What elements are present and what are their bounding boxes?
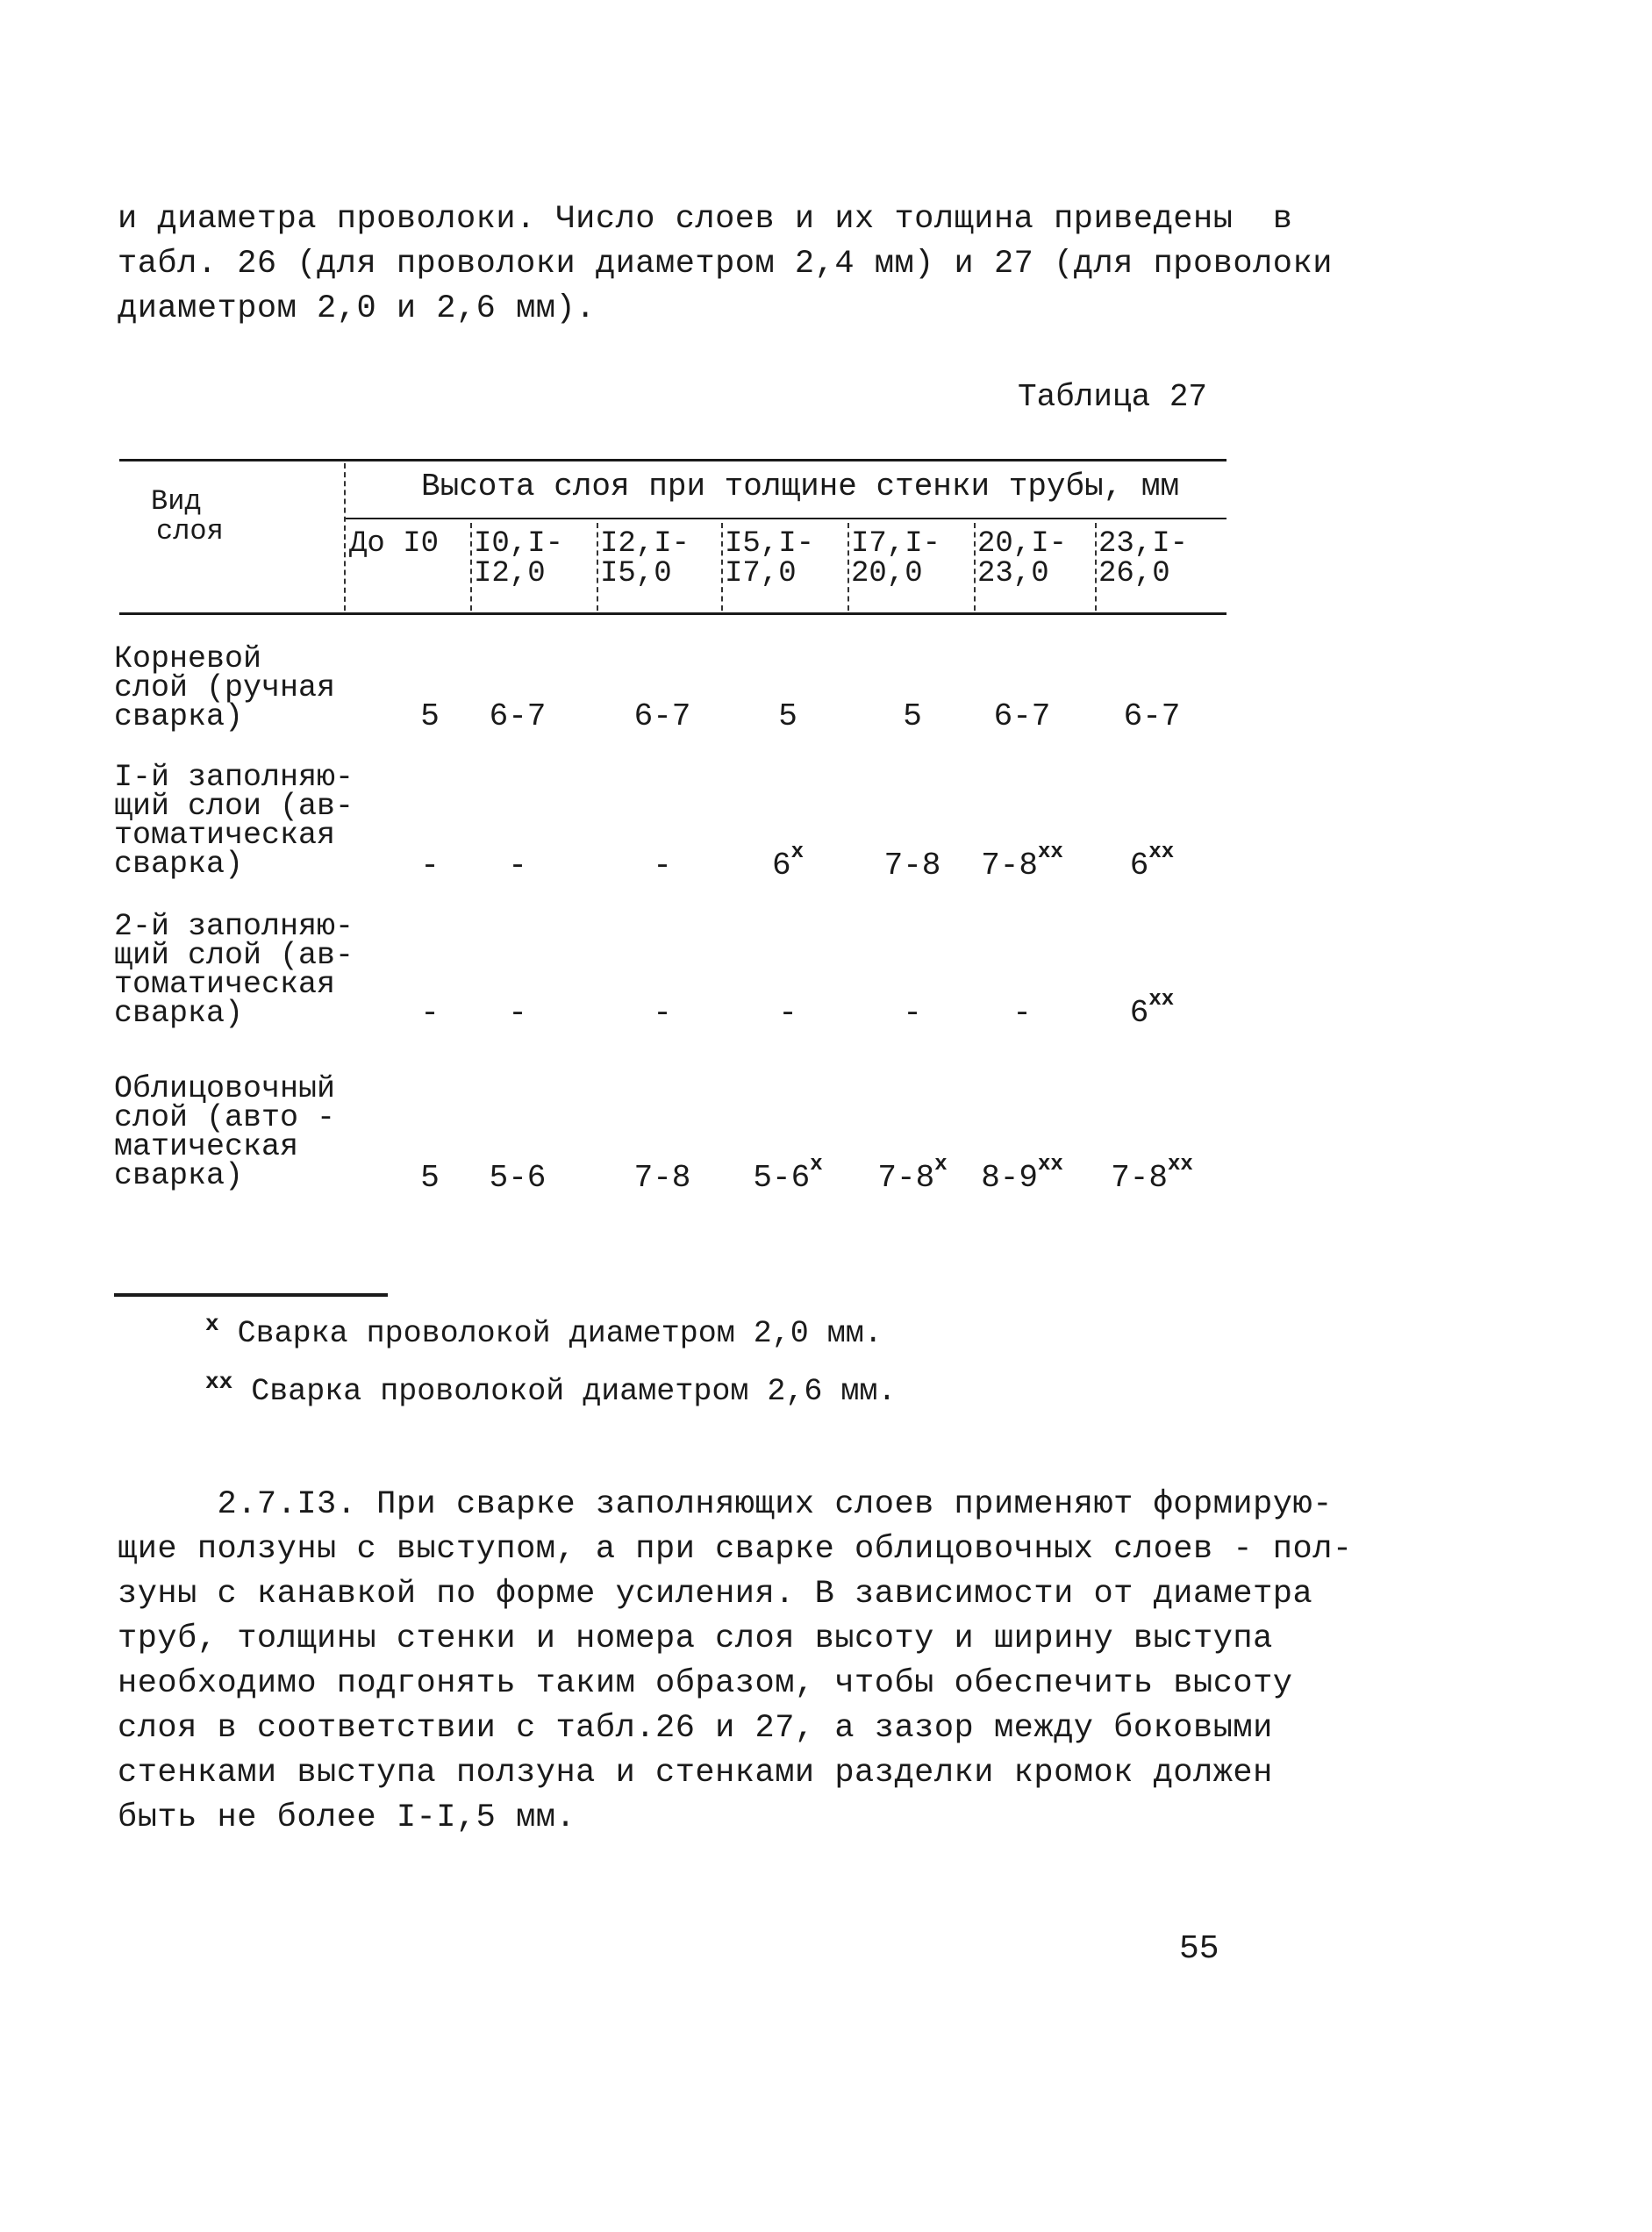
column-separator <box>597 523 598 611</box>
layer-type-label-line: щий слой (ав- <box>114 938 354 973</box>
thickness-column-header <box>1098 529 1188 589</box>
layer-height-cell <box>1091 698 1213 734</box>
footnote-text: Сварка проволокой диаметром 2,0 мм. <box>237 1316 883 1351</box>
layer-height-value: - <box>653 995 672 1031</box>
layer-type-label-line: слой (ручная <box>114 670 336 705</box>
layer-height-value: 6-7 <box>1123 698 1181 734</box>
layer-height-cell <box>601 1160 724 1196</box>
intro-paragraph <box>118 197 1333 332</box>
layer-height-cell <box>1091 988 1213 1031</box>
intro-line: диаметром 2,0 и 2,6 мм). <box>118 290 596 327</box>
layer-height-value: 6 <box>1129 848 1149 884</box>
column-separator <box>847 523 849 611</box>
layer-type-label-line: 2-й заполняю- <box>114 909 354 944</box>
column-separator <box>470 523 472 611</box>
layer-height-value: 5 <box>778 698 797 734</box>
section-line: быть не более I-I,5 мм. <box>118 1799 576 1836</box>
layer-height-cell <box>726 841 849 884</box>
column-separator <box>974 523 976 611</box>
layer-height-cell <box>851 848 974 884</box>
layer-type-label-line: сварка) <box>114 1158 244 1193</box>
footnote-mark: xx <box>1038 1153 1063 1177</box>
thickness-column-header-line: I5,I- <box>725 527 815 561</box>
layer-height-cell <box>851 1153 974 1196</box>
layer-type-label <box>114 760 377 882</box>
layer-type-label-line: матическая <box>114 1129 299 1164</box>
layer-type-header <box>151 487 256 547</box>
footnote-mark: x <box>934 1153 948 1177</box>
layer-height-value: 7-8 <box>633 1160 691 1196</box>
footnote-mark: xx <box>1038 841 1063 864</box>
layer-height-value: 7-8 <box>883 848 941 884</box>
layer-height-value: 7-8 <box>1111 1160 1168 1196</box>
thickness-column-header-line: До I0 <box>349 527 440 561</box>
layer-type-label-line: слой (авто - <box>114 1100 336 1135</box>
thickness-group-header: Высота слоя при толщине стенки трубы, мм <box>421 469 1180 504</box>
section-line: 2.7.I3. При сварке заполняющих слоев применяют формирую- <box>118 1486 1333 1523</box>
footnote-mark: xx <box>205 1369 233 1395</box>
footnote-mark: xx <box>1168 1153 1193 1177</box>
section-line: щие ползуны с выступом, а при сварке облицовочных слоев - пол- <box>118 1531 1353 1568</box>
layer-height-value: - <box>508 995 527 1031</box>
layer-height-cell <box>456 995 579 1031</box>
layer-height-cell <box>1091 1153 1213 1196</box>
section-line: слоя в соответствии с табл.26 и 27, а зазор между боковыми <box>118 1710 1273 1747</box>
footnote-text: Сварка проволокой диаметром 2,6 мм. <box>251 1374 897 1409</box>
column-separator <box>721 523 723 611</box>
layer-height-cell <box>726 698 849 734</box>
thickness-column-header-line: 23,0 <box>977 557 1049 590</box>
layer-height-value: 7-8 <box>981 848 1038 884</box>
thickness-column-header-line: I5,0 <box>600 557 672 590</box>
table-header-bottom-rule <box>119 612 1226 615</box>
layer-type-label <box>114 909 377 1031</box>
thickness-column-header <box>851 529 940 589</box>
layer-type-header-line: слоя <box>156 515 224 547</box>
layer-height-cell <box>726 995 849 1031</box>
layer-height-value: - <box>420 848 440 884</box>
layer-type-label-line: сварка) <box>114 996 244 1031</box>
footnote <box>205 1369 897 1409</box>
section-line: необходимо подгонять таким образом, чтобы обеспечить высоту <box>118 1665 1293 1702</box>
thickness-column-header <box>349 529 439 559</box>
layer-height-value: 5 <box>420 698 440 734</box>
layer-height-value: 7-8 <box>877 1160 935 1196</box>
page-number: 55 <box>1179 1930 1219 1968</box>
layer-type-label-line: томатическая <box>114 967 336 1002</box>
layer-height-value: 5 <box>420 1160 440 1196</box>
footnote-mark: x <box>205 1311 219 1337</box>
layer-height-value: 6-7 <box>489 698 547 734</box>
intro-line: табл. 26 (для проволоки диаметром 2,4 мм) и 27 (для проволоки <box>118 246 1333 283</box>
thickness-column-header-line: I7,0 <box>725 557 797 590</box>
footnote-mark: x <box>790 841 804 864</box>
table-top-rule <box>119 459 1226 461</box>
footnote-mark: xx <box>1148 988 1175 1012</box>
layer-height-cell <box>456 1160 579 1196</box>
footnote-rule <box>114 1293 388 1297</box>
layer-height-value: 6-7 <box>633 698 691 734</box>
table-header-rule <box>346 518 1226 519</box>
layer-height-cell <box>961 1153 1083 1196</box>
column-separator <box>344 463 346 611</box>
thickness-column-header-line: 26,0 <box>1098 557 1170 590</box>
section-paragraph <box>118 1483 1353 1841</box>
layer-height-cell <box>961 995 1083 1031</box>
layer-height-cell <box>456 848 579 884</box>
layer-height-cell <box>726 1153 849 1196</box>
layer-height-value: - <box>653 848 672 884</box>
footnote-mark: x <box>810 1153 823 1177</box>
layer-height-cell <box>1091 841 1213 884</box>
layer-type-label-line: сварка) <box>114 847 244 882</box>
layer-type-label <box>114 641 377 734</box>
section-line: зуны с канавкой по форме усиления. В зависимости от диаметра <box>118 1576 1313 1613</box>
layer-height-cell <box>601 995 724 1031</box>
footnote <box>205 1311 883 1351</box>
thickness-column-header <box>725 529 814 589</box>
thickness-column-header-line: I0,I- <box>474 527 564 561</box>
thickness-column-header <box>977 529 1067 589</box>
thickness-column-header <box>474 529 563 589</box>
layer-height-value: 6 <box>1129 995 1149 1031</box>
layer-height-cell <box>961 841 1083 884</box>
section-line: труб, толщины стенки и номера слоя высоту и ширину выступа <box>118 1620 1273 1657</box>
section-line: стенками выступа ползуна и стенками разделки кромок должен <box>118 1755 1273 1792</box>
thickness-column-header-line: 20,I- <box>977 527 1068 561</box>
layer-height-cell <box>601 848 724 884</box>
layer-height-cell <box>961 698 1083 734</box>
layer-height-value: 6-7 <box>993 698 1051 734</box>
layer-type-label-line: томатическая <box>114 818 336 853</box>
layer-height-value: - <box>508 848 527 884</box>
layer-type-header-line: Вид <box>151 485 202 518</box>
layer-height-value: - <box>420 995 440 1031</box>
layer-type-label-line: Корневой <box>114 641 262 676</box>
layer-height-cell <box>851 698 974 734</box>
thickness-column-header-line: I7,I- <box>851 527 941 561</box>
intro-line: и диаметра проволоки. Число слоев и их толщина приведены в <box>118 201 1293 238</box>
thickness-column-header-line: I2,I- <box>600 527 690 561</box>
column-separator <box>1095 523 1097 611</box>
layer-height-value: 5-6 <box>753 1160 811 1196</box>
layer-height-value: - <box>1012 995 1032 1031</box>
layer-height-value: - <box>903 995 922 1031</box>
layer-type-label-line: Облицовочный <box>114 1071 336 1106</box>
thickness-column-header <box>600 529 690 589</box>
layer-height-cell <box>456 698 579 734</box>
thickness-column-header-line: 20,0 <box>851 557 923 590</box>
thickness-column-header-line: 23,I- <box>1098 527 1189 561</box>
table-caption: Таблица 27 <box>1018 379 1208 415</box>
layer-height-value: - <box>778 995 797 1031</box>
layer-height-value: 8-9 <box>981 1160 1038 1196</box>
footnote-mark: xx <box>1148 841 1175 864</box>
layer-type-label-line: сварка) <box>114 699 244 734</box>
layer-height-cell <box>601 698 724 734</box>
layer-height-value: 5 <box>903 698 922 734</box>
layer-height-value: 5-6 <box>489 1160 547 1196</box>
layer-type-label <box>114 1071 377 1193</box>
layer-type-label-line: I-й заполняю- <box>114 760 354 795</box>
layer-type-label-line: щий слои (ав- <box>114 789 354 824</box>
layer-height-value: 6 <box>771 848 791 884</box>
thickness-column-header-line: I2,0 <box>474 557 546 590</box>
layer-height-cell <box>851 995 974 1031</box>
